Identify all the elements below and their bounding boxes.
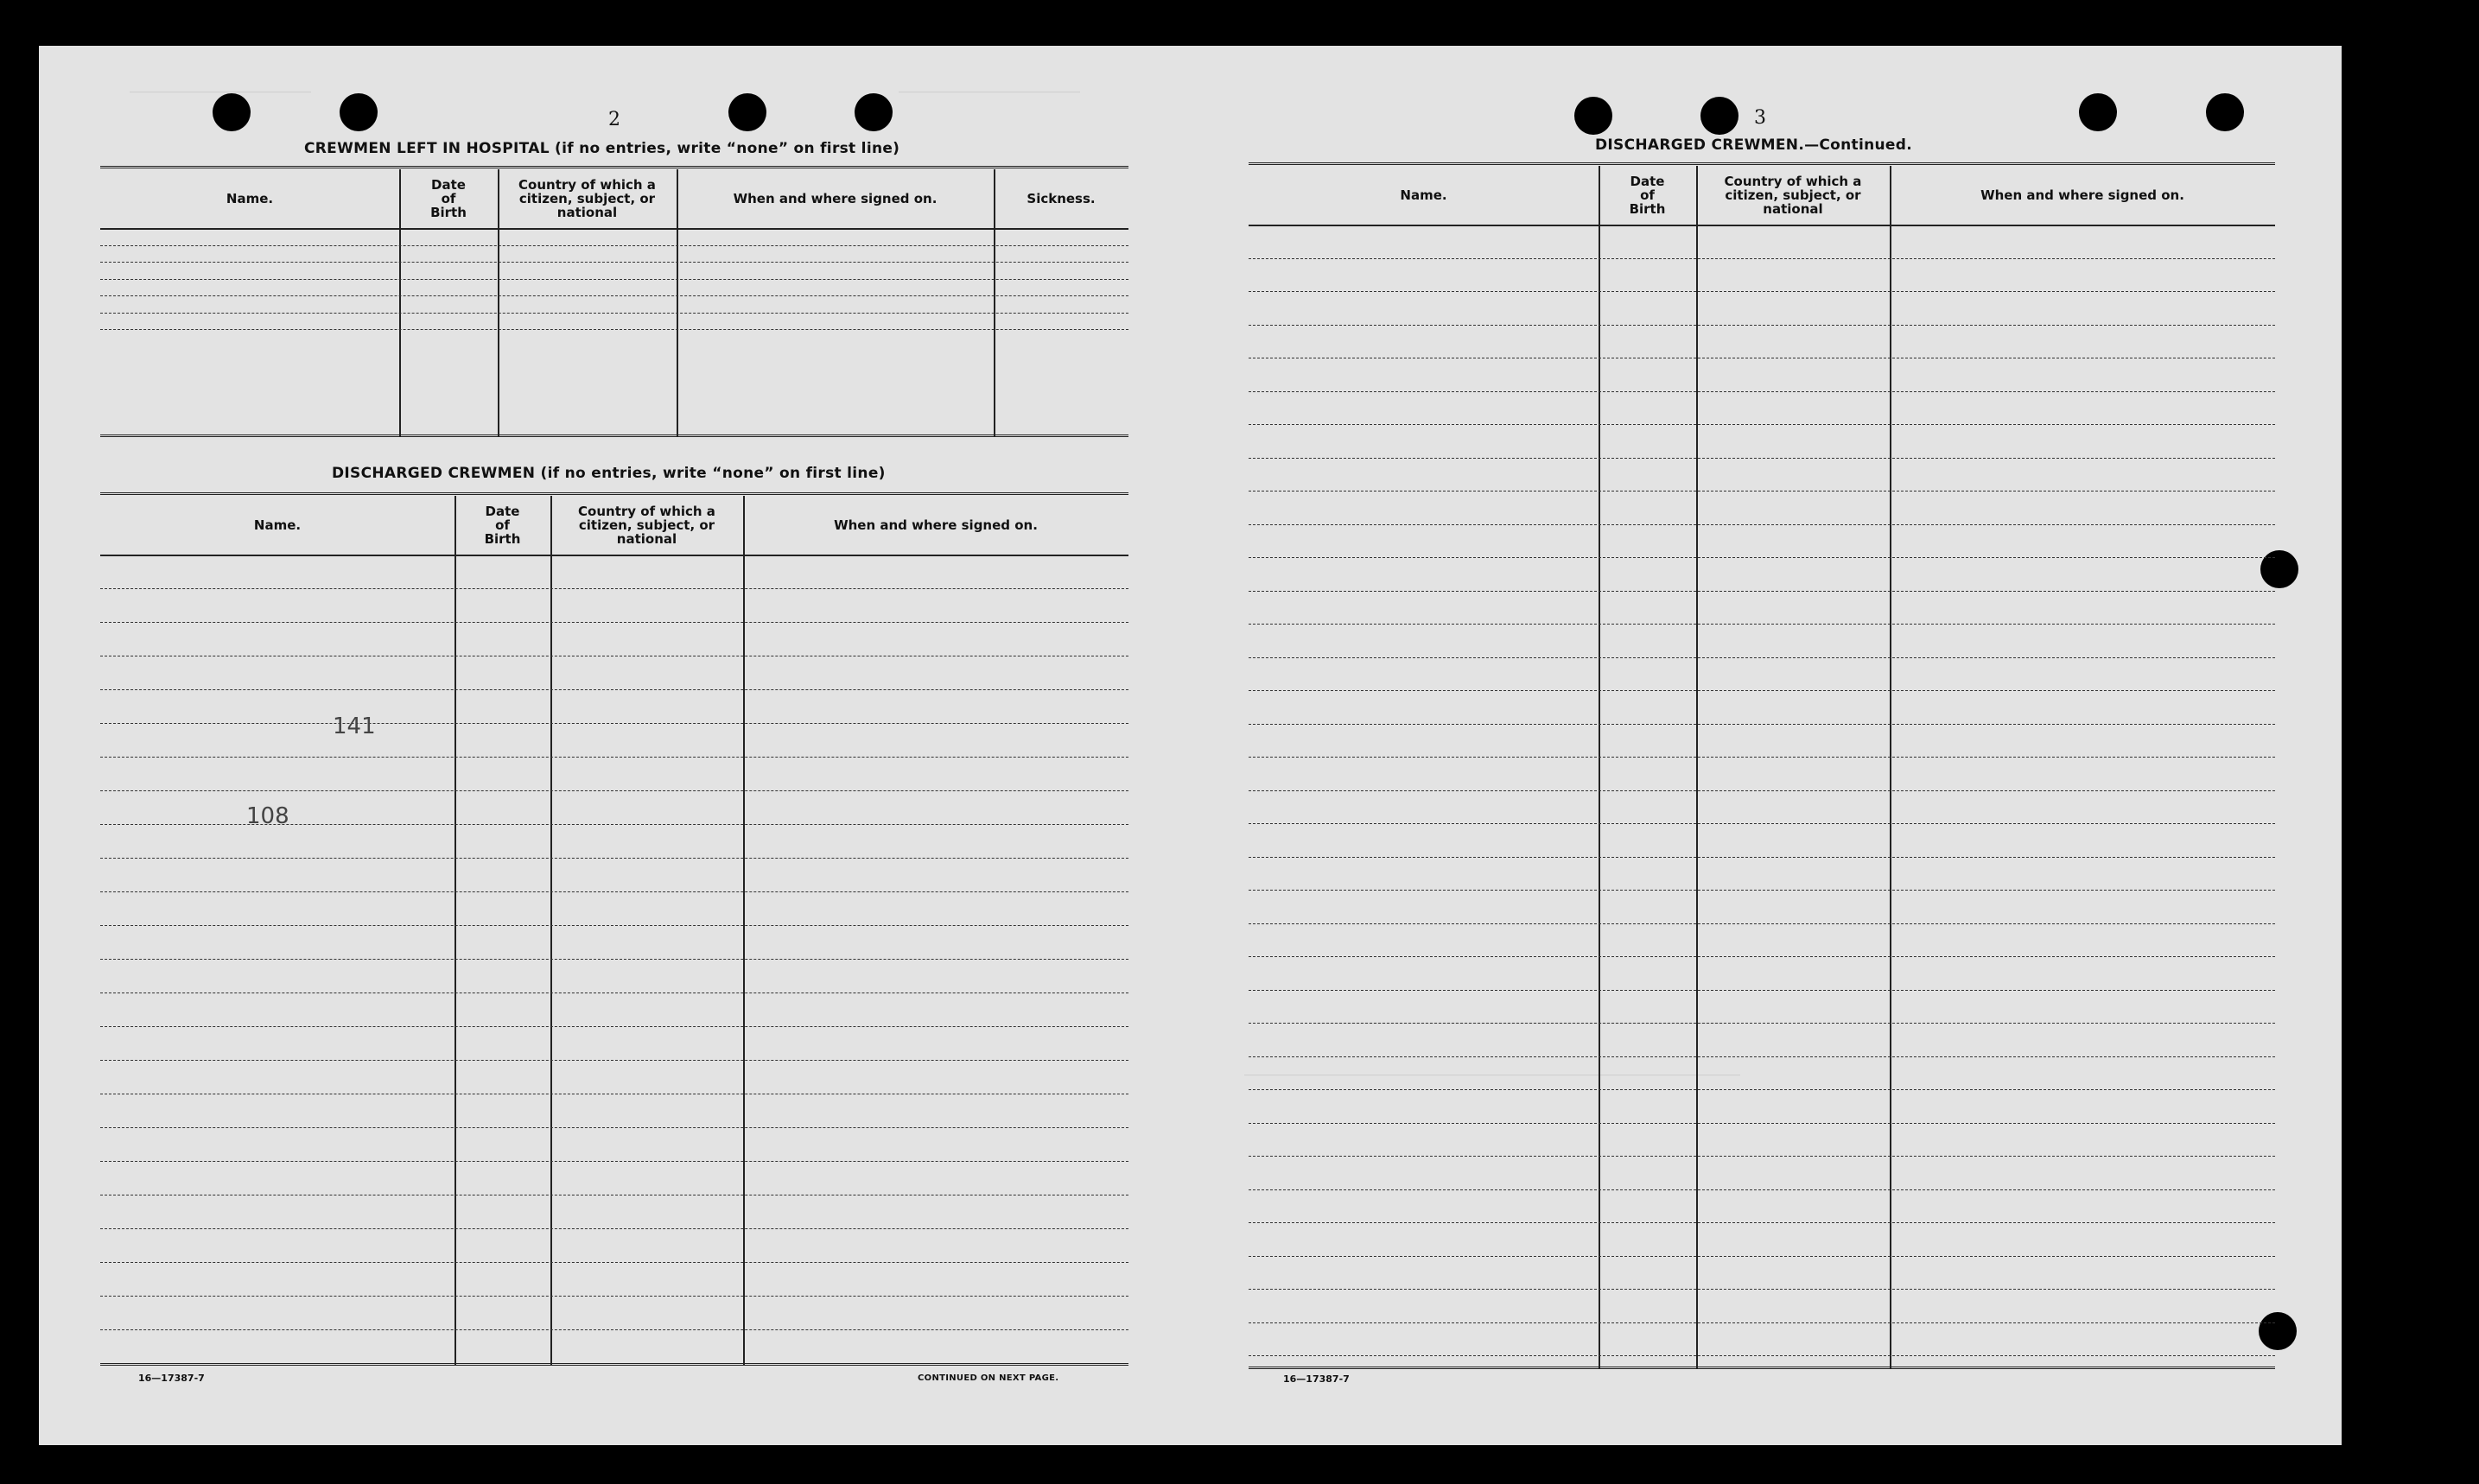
column-header: Name. xyxy=(253,517,302,533)
column-divider xyxy=(677,169,678,436)
table-row xyxy=(1249,657,2275,658)
table-header-rule xyxy=(100,228,1128,230)
discharged-table xyxy=(100,492,1128,1367)
table-row xyxy=(100,723,1128,724)
table-row xyxy=(1249,690,2275,691)
column-header: Name. xyxy=(226,191,274,206)
table-row xyxy=(1249,557,2275,558)
table-row xyxy=(1249,624,2275,625)
table-row xyxy=(1249,1056,2275,1057)
column-header: Country of which a citizen, subject, or national xyxy=(518,177,656,220)
table-row xyxy=(1249,1156,2275,1157)
table-row xyxy=(100,1060,1128,1061)
table-row xyxy=(100,588,1128,589)
table-row xyxy=(1249,890,2275,891)
table-row xyxy=(100,689,1128,690)
column-divider xyxy=(1890,166,1891,1368)
table-row xyxy=(100,622,1128,623)
page-number: 3 xyxy=(1754,107,1766,129)
discharged-continued-title: DISCHARGED CREWMEN.—Continued. xyxy=(1595,136,1912,154)
table-row xyxy=(1249,1322,2275,1323)
table-row xyxy=(1249,291,2275,292)
table-row xyxy=(100,329,1128,330)
column-divider xyxy=(454,496,456,1365)
column-header: Country of which a citizen, subject, or national xyxy=(578,504,715,547)
column-divider xyxy=(1696,166,1698,1368)
table-row xyxy=(1249,823,2275,824)
table-row xyxy=(100,1329,1128,1330)
column-header: Country of which a citizen, subject, or national xyxy=(1724,174,1862,217)
column-header: Sickness. xyxy=(1027,191,1096,206)
table-row xyxy=(1249,724,2275,725)
table-row xyxy=(1249,1123,2275,1124)
table-bottom-rule xyxy=(1249,1367,2275,1373)
table-row xyxy=(1249,1289,2275,1290)
column-divider xyxy=(399,169,401,436)
table-row xyxy=(1249,956,2275,957)
punch-hole xyxy=(1700,97,1738,135)
table-row xyxy=(1249,923,2275,924)
hospital-table xyxy=(100,166,1128,438)
discharged-continued-table xyxy=(1249,162,2275,1370)
table-header-rule xyxy=(1249,225,2275,226)
table-row xyxy=(100,1228,1128,1229)
table-row xyxy=(1249,790,2275,791)
table-row xyxy=(100,1262,1128,1263)
column-header: Date of Birth xyxy=(430,177,467,220)
column-header: Name. xyxy=(1400,187,1447,203)
table-row xyxy=(1249,258,2275,259)
bleed-through-text: ____________________________________________________________________ xyxy=(1313,1011,1725,1024)
hospital-section-title: CREWMEN LEFT IN HOSPITAL (if no entries, write “none” on first line) xyxy=(304,140,900,157)
punch-hole xyxy=(855,93,893,131)
table-row xyxy=(100,925,1128,926)
table-bottom-rule xyxy=(100,434,1128,441)
table-row xyxy=(100,790,1128,791)
column-divider xyxy=(994,169,995,436)
column-header: Date of Birth xyxy=(1629,174,1666,217)
punch-hole xyxy=(340,93,378,131)
column-header: When and where signed on. xyxy=(834,517,1038,533)
bleed-through-text: __________________________________________________________________________________ xyxy=(1244,1062,1740,1076)
table-row xyxy=(1249,1023,2275,1024)
table-row xyxy=(1249,1189,2275,1190)
table-row xyxy=(100,959,1128,960)
table-row xyxy=(1249,1089,2275,1090)
table-row xyxy=(1249,857,2275,858)
table-row xyxy=(100,1161,1128,1162)
table-row xyxy=(1249,757,2275,758)
column-divider xyxy=(743,496,745,1365)
table-row xyxy=(1249,1256,2275,1257)
table-row xyxy=(1249,1355,2275,1356)
table-row xyxy=(100,295,1128,296)
table-row xyxy=(100,313,1128,314)
punch-hole xyxy=(213,93,251,131)
table-row xyxy=(100,1296,1128,1297)
punch-hole xyxy=(2079,93,2117,131)
table-row xyxy=(1249,458,2275,459)
table-row xyxy=(100,858,1128,859)
column-divider xyxy=(550,496,552,1365)
column-divider xyxy=(1599,166,1600,1368)
table-row xyxy=(100,245,1128,246)
table-row xyxy=(100,1026,1128,1027)
column-divider xyxy=(498,169,499,436)
table-row xyxy=(1249,424,2275,425)
table-row xyxy=(1249,524,2275,525)
column-header: When and where signed on. xyxy=(733,191,938,206)
table-row xyxy=(100,279,1128,280)
table-row xyxy=(1249,1222,2275,1223)
table-row xyxy=(100,262,1128,263)
table-row xyxy=(100,891,1128,892)
table-row xyxy=(100,757,1128,758)
column-header: When and where signed on. xyxy=(1980,187,2184,203)
column-header: Date of Birth xyxy=(484,504,521,547)
bleed-through-text: ______________________________ xyxy=(130,79,311,93)
punch-hole xyxy=(2206,93,2244,131)
table-bottom-rule xyxy=(100,1363,1128,1369)
continued-note: CONTINUED ON NEXT PAGE. xyxy=(918,1373,1059,1383)
form-number: 16—17387-7 xyxy=(138,1373,205,1384)
discharged-section-title: DISCHARGED CREWMEN (if no entries, write “none” on first line) xyxy=(332,465,886,482)
handwritten-mark: 141 xyxy=(333,713,376,739)
table-header-rule xyxy=(100,555,1128,556)
table-row xyxy=(1249,591,2275,592)
table-row xyxy=(1249,391,2275,392)
handwritten-mark: 108 xyxy=(246,803,289,829)
bleed-through-text: ______________________________ xyxy=(899,79,1080,93)
form-number: 16—17387-7 xyxy=(1283,1373,1350,1385)
table-row xyxy=(1249,990,2275,991)
page-number: 2 xyxy=(608,109,620,130)
table-row xyxy=(100,1127,1128,1128)
punch-hole xyxy=(728,93,766,131)
punch-hole xyxy=(1574,97,1612,135)
table-row xyxy=(1249,325,2275,326)
